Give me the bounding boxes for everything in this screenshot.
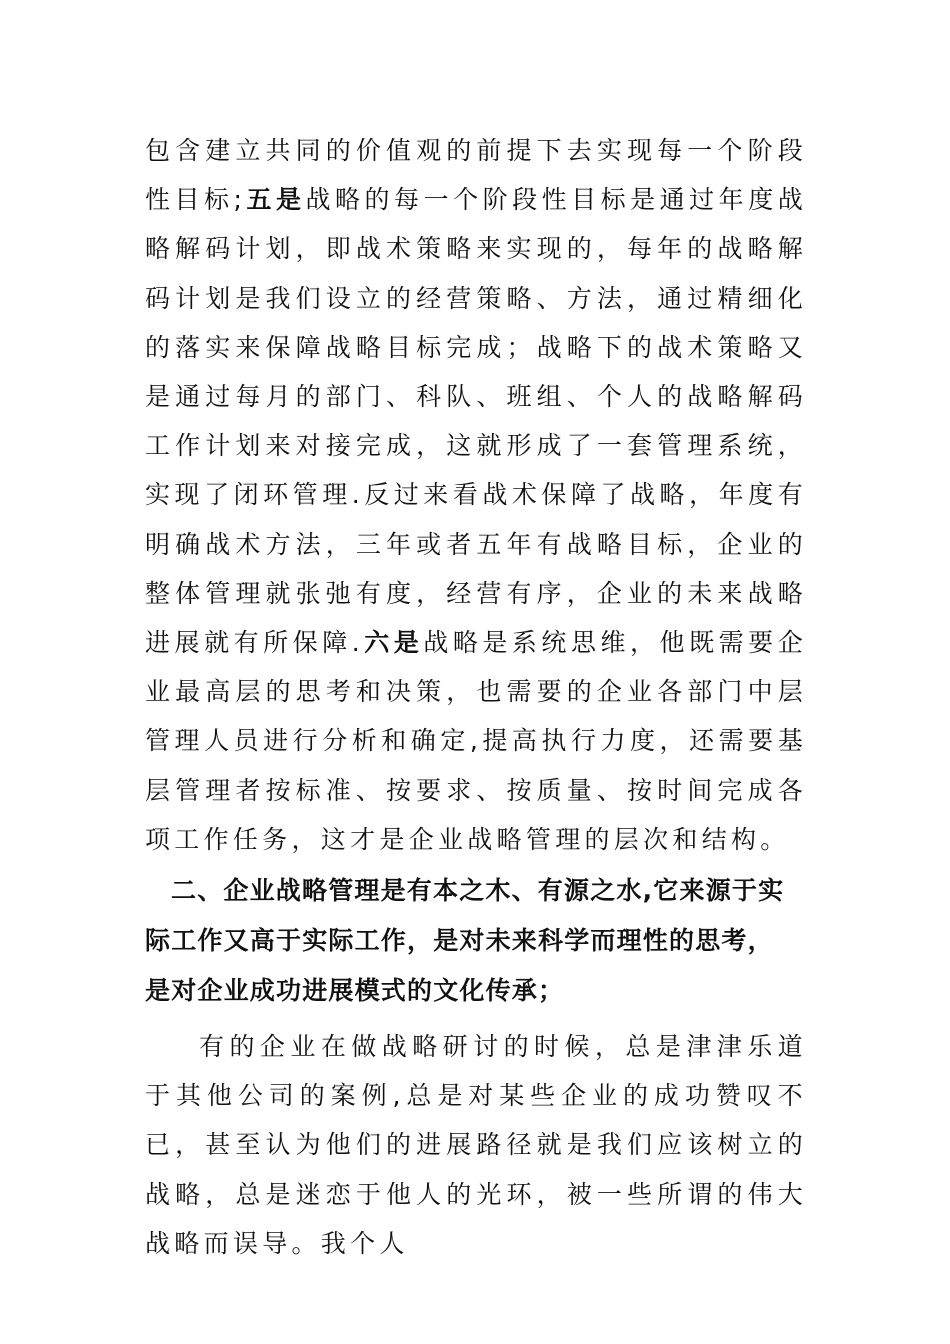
paragraph-text: 战略的每一个阶段性目标是通过年度战略解码计划，即战术策略来实现的，每年的战略解码计划是我们设立的经营策略、方法，通过精细化的落实来保障战略目标完成；战略下的战术策略又是通过每月的部门、科队、班组、个人的战略解码工作计划来对接完成，这就形成了一套管理系统，实现了闭环管理.反过来看战术保障了战略，年度有明确战术方法，三年或者五年有战略目标，企业的整体管理就张弛有度，经营有序，企业的未来战略进展就有所保障. xyxy=(145,185,808,658)
document-page xyxy=(145,126,807,1268)
section-heading xyxy=(145,866,807,1016)
heading-line-1: 二、企业战略管理是有本之木、有源之水,它来源于实 xyxy=(171,876,785,906)
heading-line-3: 是对企业成功进展模式的文化传承； xyxy=(145,976,565,1006)
bold-marker-six: 六是 xyxy=(363,628,424,658)
body-paragraph-1 xyxy=(145,126,807,864)
paragraph-text: 战略是系统思维，他既需要企业最高层的思考和决策，也需要的企业各部门中层管理人员进行分析和确定,提高执行力度，还需要基层管理者按标准、按要求、按质量、按时间完成各项工作任务，这才是企业战略管理的层次和结构。 xyxy=(145,628,807,854)
heading-line-2: 际工作又高于实际工作，是对未来科学而理性的思考， xyxy=(145,926,774,956)
paragraph-text: 包含建立共同的价值观的前提下去实现每一个阶段性目标; xyxy=(145,136,807,215)
body-paragraph-2: 有的企业在做战略研讨的时候，总是津津乐道于其他公司的案例,总是对某些企业的成功赞叹不已，甚至认为他们的进展路径就是我们应该树立的战略，总是迷恋于他人的光环，被一些所谓的伟大战略而误导。我个人 xyxy=(145,1032,807,1258)
bold-marker-five: 五是 xyxy=(246,185,306,215)
